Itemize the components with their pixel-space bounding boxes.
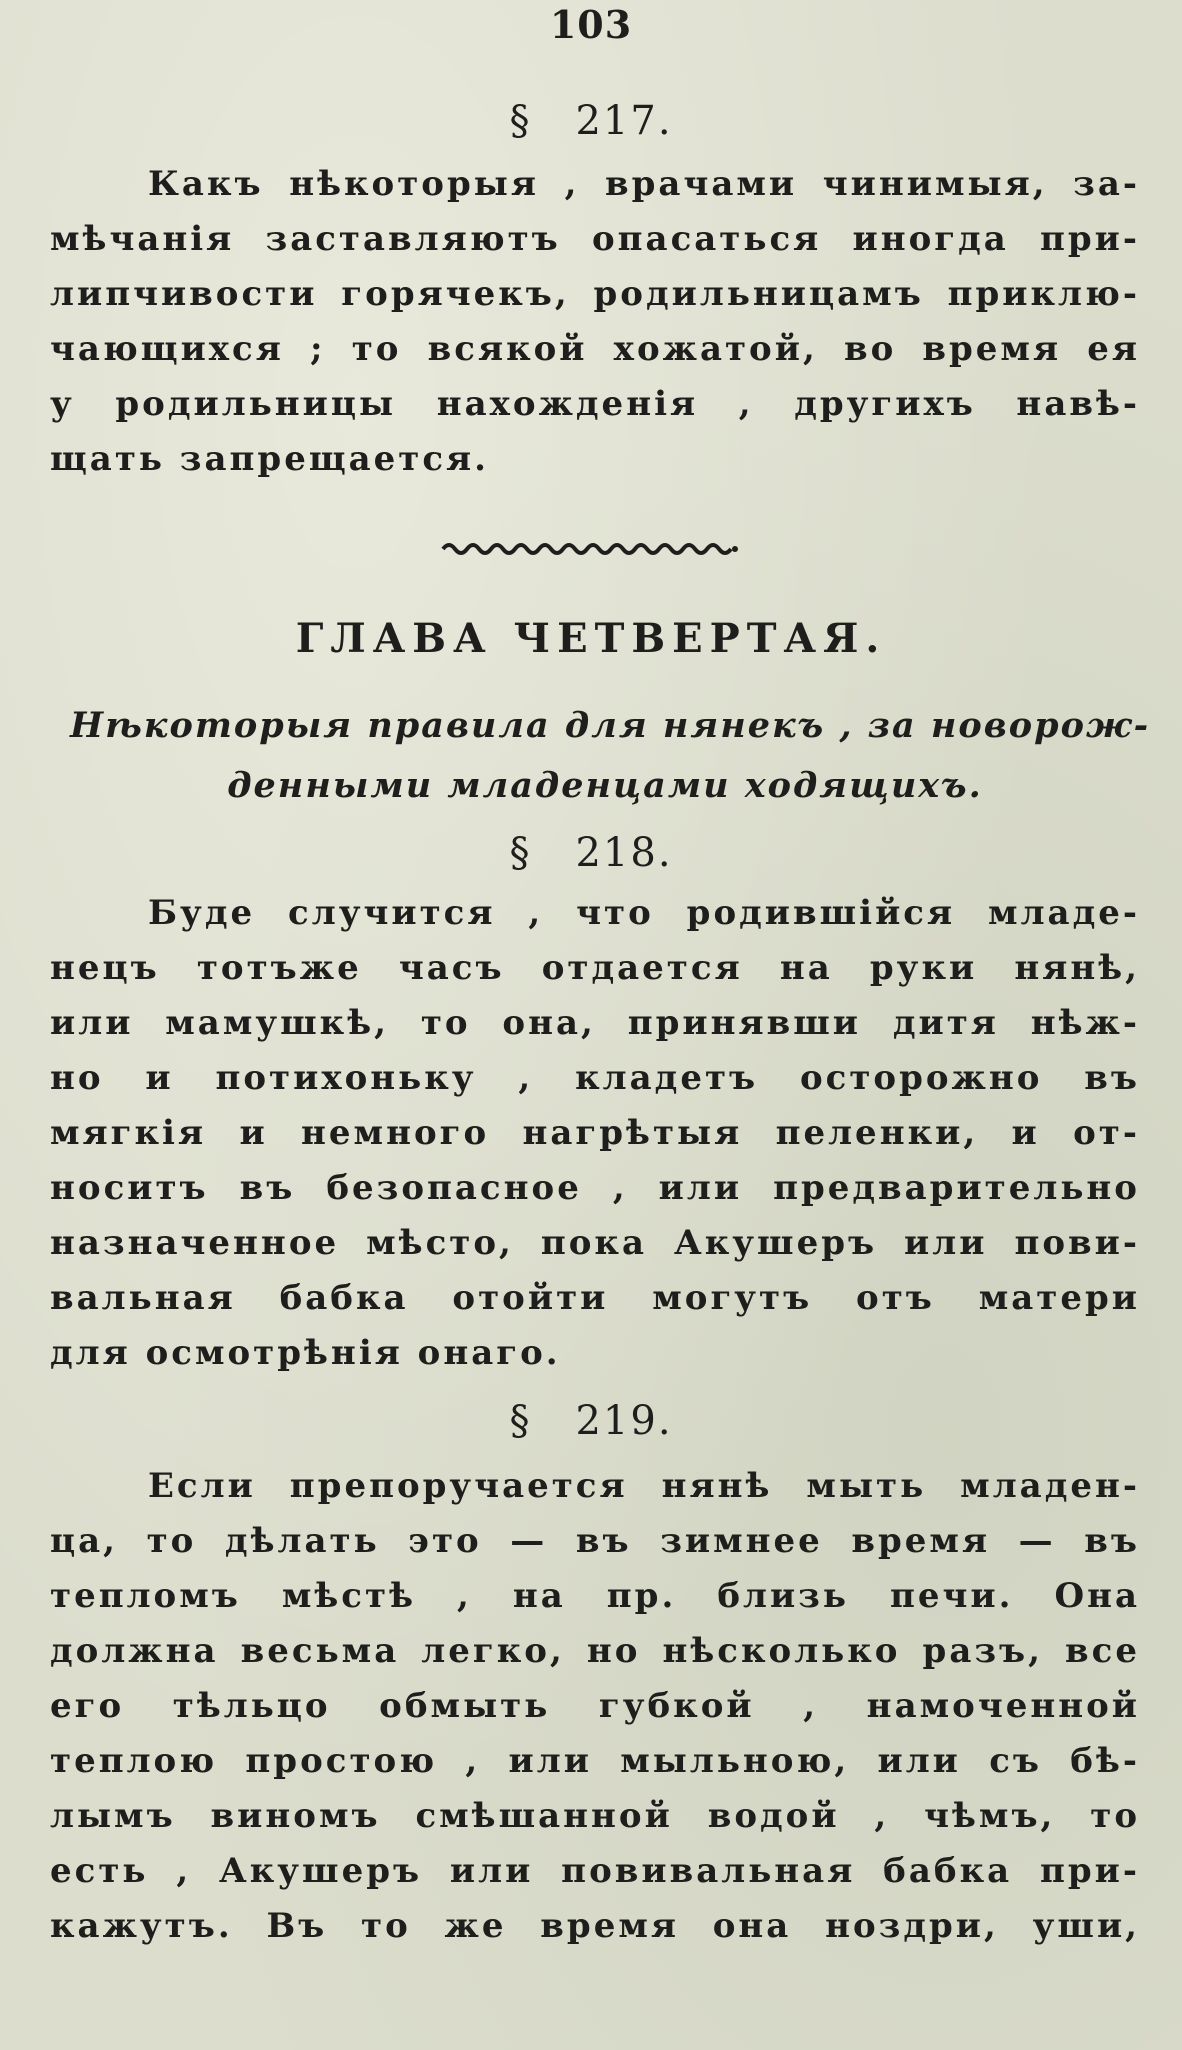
text-line: тепломъ мѣстѣ , на пр. близь печи. Она: [50, 1576, 1140, 1616]
section-219-paragraph: [50, 1459, 1140, 1954]
section-number: 218.: [575, 830, 673, 876]
text-line: для осмотрѣнія онаго.: [50, 1333, 561, 1373]
text-line: Буде случится , что родившійся младе-: [148, 893, 1140, 933]
text-line: носитъ въ безопасное , или предварительно: [50, 1168, 1140, 1208]
section-number: 217.: [575, 98, 673, 144]
section-217-paragraph: [50, 157, 1140, 487]
text-line: но и потихоньку , кладетъ осторожно въ: [50, 1058, 1140, 1098]
text-line: щать запрещается.: [50, 439, 489, 479]
section-symbol: §: [509, 830, 532, 876]
text-line: есть , Акушеръ или повивальная бабка при-: [50, 1851, 1140, 1891]
section-217-heading: [0, 98, 1182, 144]
text-line: или мамушкѣ, то она, принявши дитя нѣж-: [50, 1003, 1140, 1043]
section-219-heading: [0, 1398, 1182, 1444]
text-line: теплою простою , или мыльною, или съ бѣ-: [50, 1741, 1140, 1781]
text-line: Какъ нѣкоторыя , врачами чинимыя, за-: [148, 164, 1140, 204]
text-line: чающихся ; то всякой хожатой, во время ея: [50, 329, 1140, 369]
text-line: кажутъ. Въ то же время она ноздри, уши,: [50, 1906, 1140, 1946]
text-line: мягкія и немного нагрѣтыя пеленки, и от-: [50, 1113, 1140, 1153]
text-line: мѣчанія заставляютъ опасаться иногда при-: [50, 219, 1140, 259]
wavy-ornament-divider: [441, 538, 739, 560]
section-218-paragraph: [50, 886, 1140, 1381]
chapter-title: ГЛАВА ЧЕТВЕРТАЯ.: [295, 615, 887, 662]
text-line: у родильницы нахожденія , другихъ навѣ-: [50, 384, 1140, 424]
text-line: ца, то дѣлать это — въ зимнее время — въ: [50, 1521, 1140, 1561]
page-number: 103: [549, 2, 633, 47]
section-symbol: §: [509, 98, 532, 144]
text-line: нецъ тотъже часъ отдается на руки нянѣ,: [50, 948, 1140, 988]
text-line: вальная бабка отойти могутъ отъ матери: [50, 1278, 1140, 1318]
section-number: 219.: [575, 1398, 673, 1444]
text-line: назначенное мѣсто, пока Акушеръ или пови-: [50, 1223, 1140, 1263]
subtitle-line: Нѣкоторыя правила для нянекъ , за новорож-: [70, 705, 1151, 746]
text-line: липчивости горячекъ, родильницамъ приклю-: [50, 274, 1140, 314]
text-line: Если препоручается нянѣ мыть младен-: [148, 1466, 1140, 1506]
chapter-subtitle: [70, 696, 1151, 816]
text-line: его тѣльцо обмыть губкой , намоченной: [50, 1686, 1140, 1726]
text-line: должна весьма легко, но нѣсколько разъ, все: [50, 1631, 1140, 1671]
subtitle-line: денными младенцами ходящихъ.: [227, 765, 983, 806]
section-symbol: §: [509, 1398, 532, 1444]
section-218-heading: [0, 830, 1182, 876]
text-line: лымъ виномъ смѣшанной водой , чѣмъ, то: [50, 1796, 1140, 1836]
